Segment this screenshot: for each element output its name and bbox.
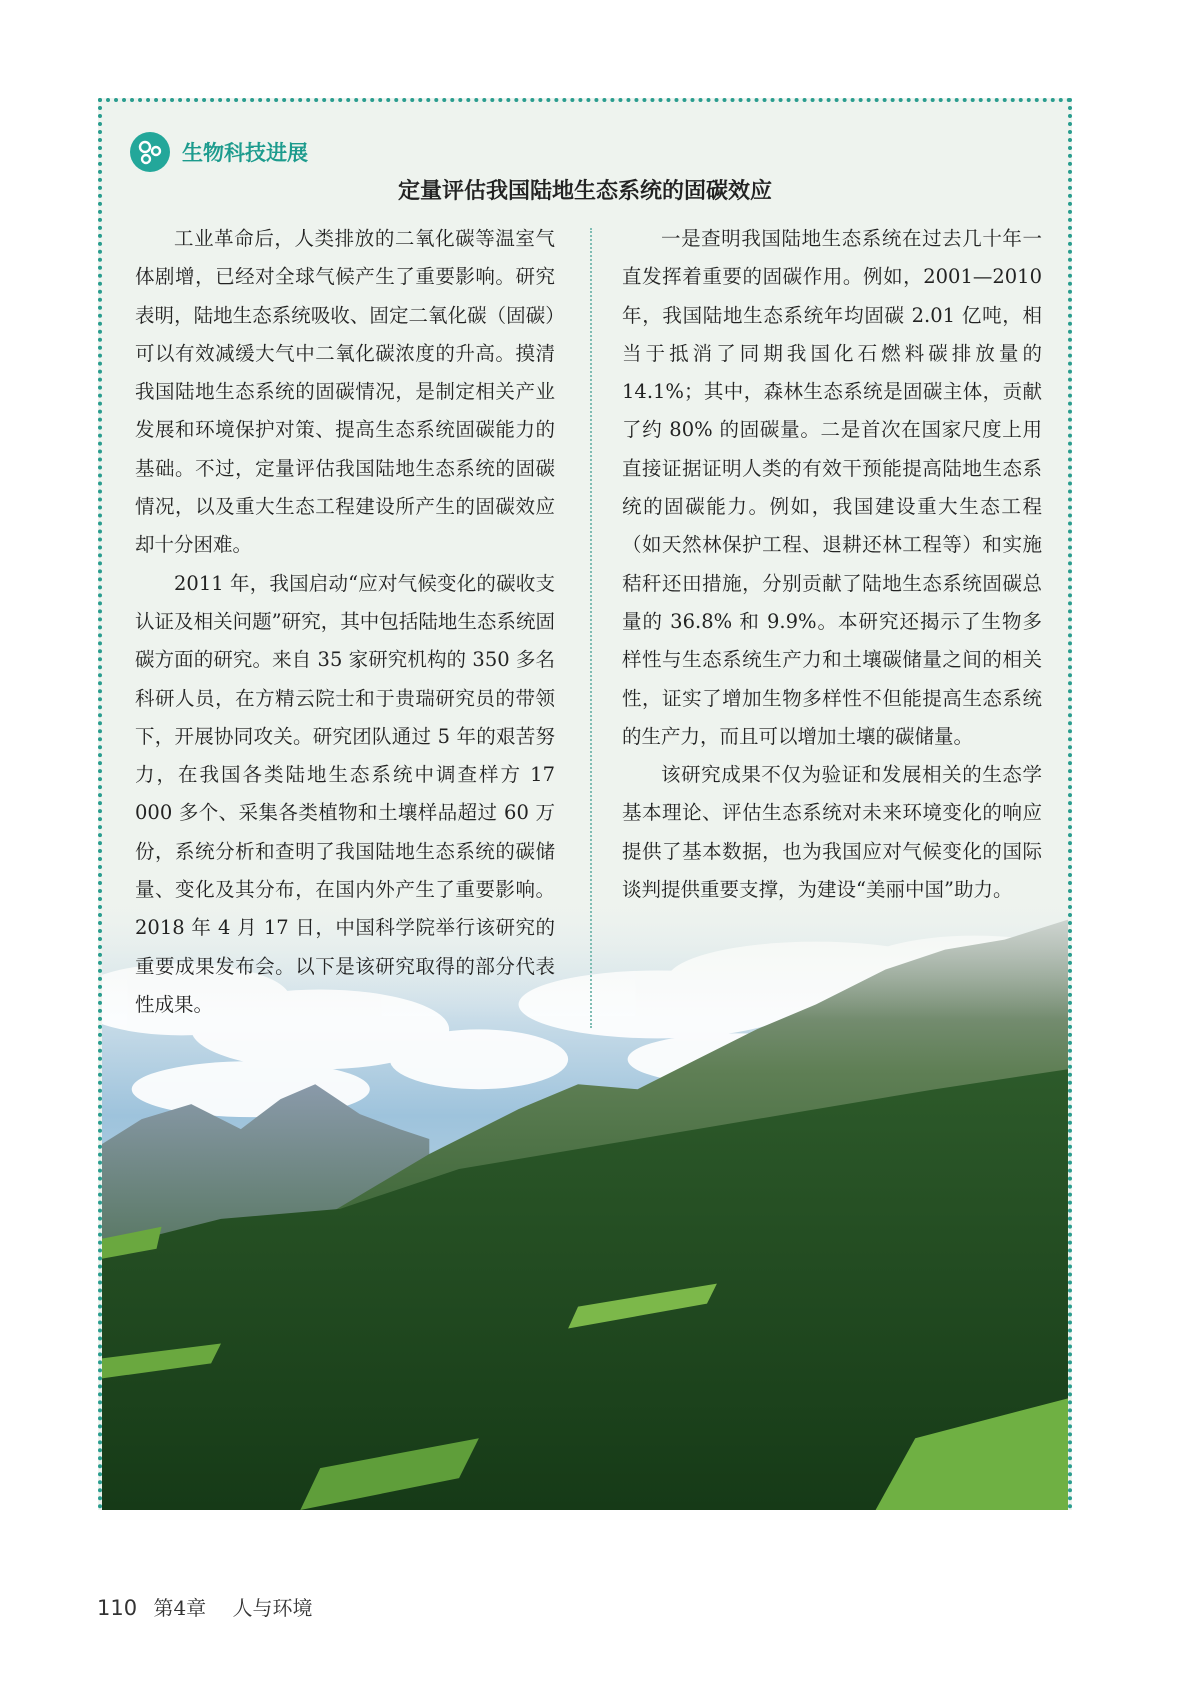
page-footer bbox=[97, 1592, 313, 1621]
paragraph: 2011 年，我国启动“应对气候变化的碳收支认证及相关问题”研究，其中包括陆地生态系统固碳方面的研究。来自 35 家研究机构的 350 多名科研人员，在方精云院士和于贵瑞研究员的带领下，开展协同攻关。研究团队通过 5 年的艰苦努力，在我国各类陆地生态系统中调查样方 17 000 多个、采集各类植物和土壤样品超过 60 万份，系统分析和查明了我国陆地生态系统的碳储量、变化及其分布，在国内外产生了重要影响。2018 年 4 月 17 日，中国科学院举行该研究的重要成果发布会。以下是该研究取得的部分代表性成果。 bbox=[135, 571, 555, 1016]
chapter-number: 第4章 bbox=[153, 1596, 207, 1620]
section-label: 生物科技进展 bbox=[182, 141, 308, 165]
left-column bbox=[135, 220, 555, 1024]
feature-box bbox=[98, 98, 1072, 1510]
paragraph: 一是查明我国陆地生态系统在过去几十年一直发挥着重要的固碳作用。例如，2001—2010 年，我国陆地生态系统年均固碳 2.01 亿吨，相当于抵消了同期我国化石燃料碳排放量的 14.1%；其中，森林生态系统是固碳主体，贡献了约 80% 的固碳量。二是首次在国家尺度上用直接证据证明人类的有效干预能提高陆地生态系统的固碳能力。例如，我国建设重大生态工程（如天然林保护工程、退耕还林工程等）和实施秸秆还田措施，分别贡献了陆地生态系统固碳总量的 36.8% 和 9.9%。本研究还揭示了生物多样性与生态系统生产力和土壤碳储量之间的相关性，证实了增加生物多样性不但能提高生态系统的生产力，而且可以增加土壤的碳储量。 bbox=[622, 227, 1042, 748]
section-header bbox=[130, 132, 308, 172]
column-divider bbox=[590, 228, 592, 1028]
page-number: 110 bbox=[97, 1596, 138, 1620]
molecule-icon bbox=[130, 132, 170, 172]
article-title: 定量评估我国陆地生态系统的固碳效应 bbox=[397, 179, 772, 204]
chapter-title: 人与环境 bbox=[232, 1596, 313, 1620]
paragraph: 该研究成果不仅为验证和发展相关的生态学基本理论、评估生态系统对未来环境变化的响应提供了基本数据，也为我国应对气候变化的国际谈判提供重要支撑，为建设“美丽中国”助力。 bbox=[622, 763, 1042, 902]
paragraph: 工业革命后，人类排放的二氧化碳等温室气体剧增，已经对全球气候产生了重要影响。研究表明，陆地生态系统吸收、固定二氧化碳（固碳）可以有效减缓大气中二氧化碳浓度的升高。摸清我国陆地生态系统的固碳情况，是制定相关产业发展和环境保护对策、提高生态系统固碳能力的基础。不过，定量评估我国陆地生态系统的固碳情况，以及重大生态工程建设所产生的固碳效应却十分困难。 bbox=[135, 227, 555, 557]
right-column bbox=[622, 220, 1042, 909]
